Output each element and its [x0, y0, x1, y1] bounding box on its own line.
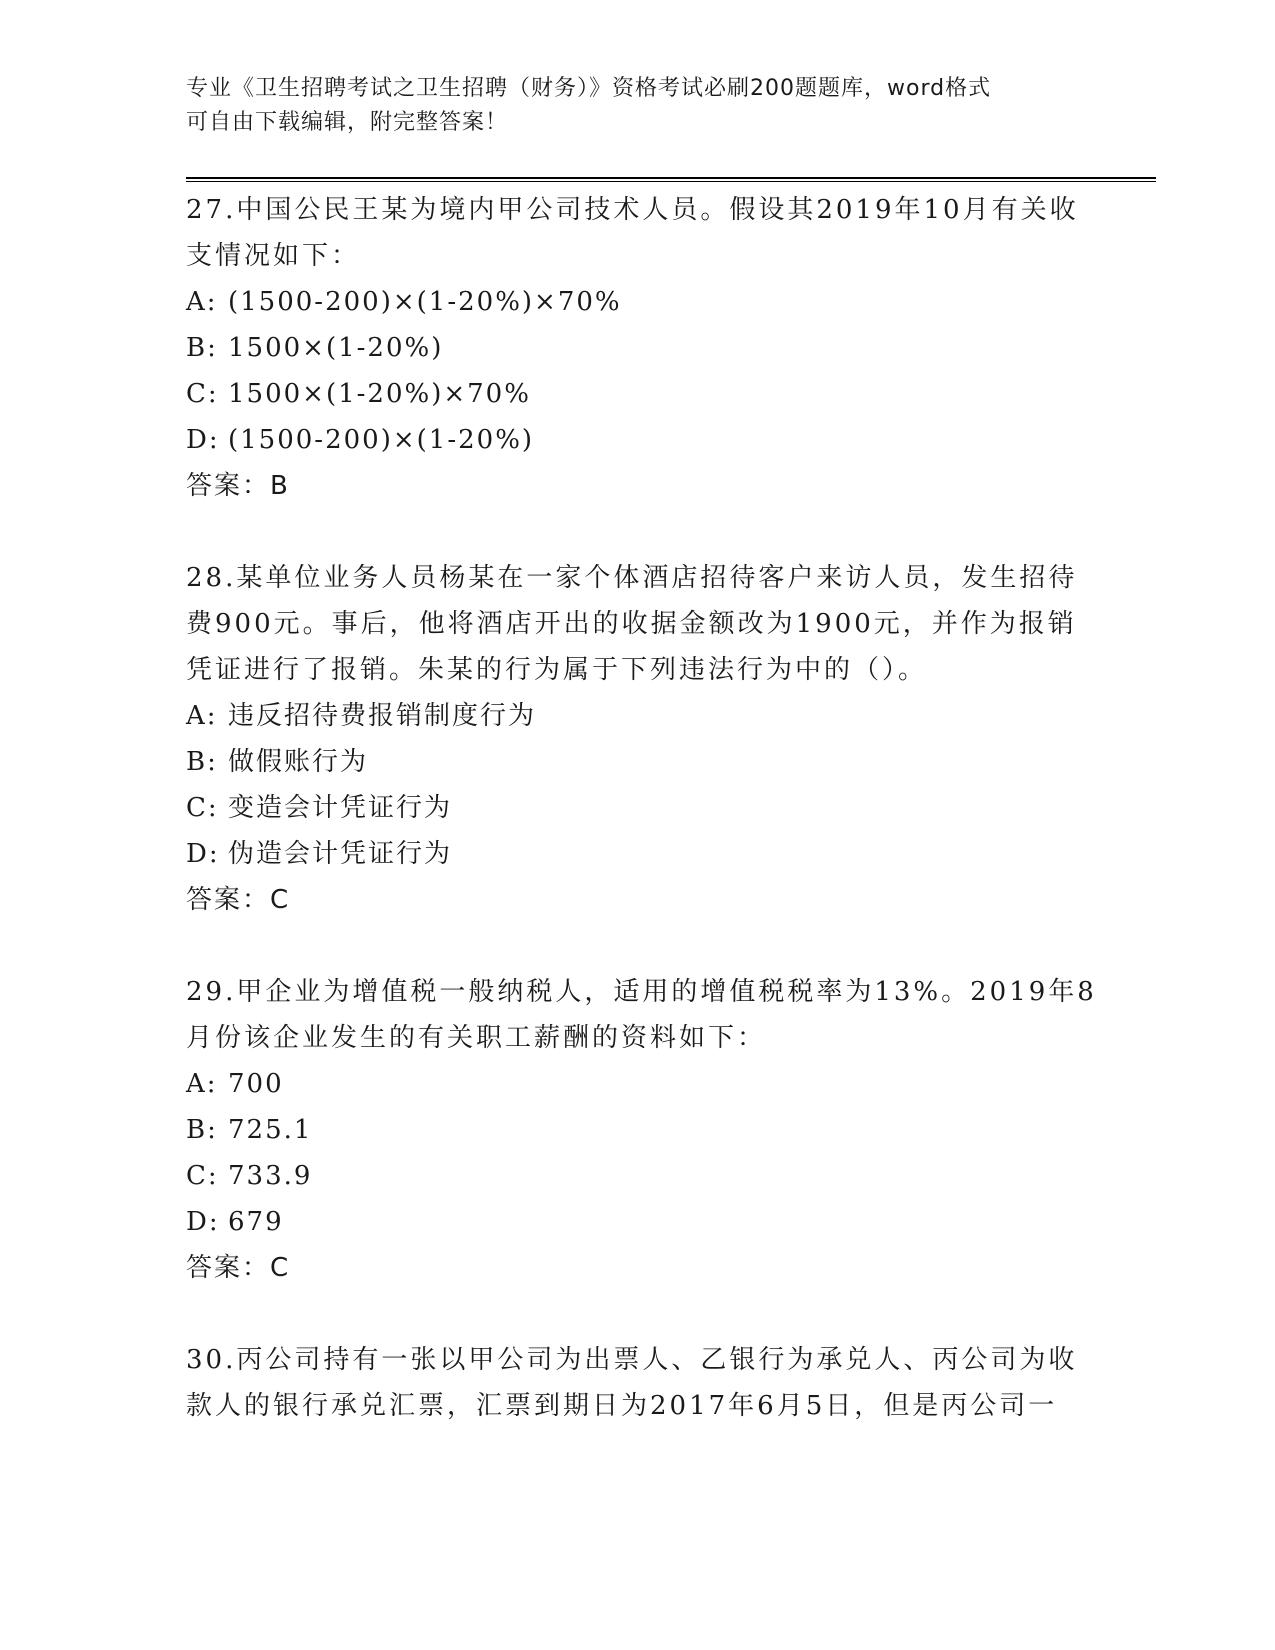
option-text: 1500×(1-20%)	[228, 333, 444, 363]
option-c	[186, 785, 1086, 831]
answer-line: 答案：C	[186, 885, 291, 915]
option-d	[186, 1199, 1086, 1245]
document-header	[186, 72, 1086, 140]
option-text: (1500-200)×(1-20%)×70%	[228, 287, 622, 317]
option-letter: A:	[186, 287, 218, 317]
option-letter: B:	[186, 333, 218, 363]
option-text: 725.1	[228, 1115, 313, 1145]
option-letter: B:	[186, 1115, 218, 1145]
option-d	[186, 831, 1086, 877]
option-text: 679	[228, 1207, 284, 1237]
option-a	[186, 279, 1086, 325]
option-letter: B:	[186, 747, 218, 777]
question-29	[186, 969, 1097, 1291]
answer-line: 答案：C	[186, 1253, 291, 1283]
question-30	[186, 1337, 1086, 1429]
question-text-line: 28.某单位业务人员杨某在一家个体酒店招待客户来访人员，发生招待	[186, 563, 1078, 593]
option-b	[186, 739, 1086, 785]
question-text-line: 27.中国公民王某为境内甲公司技术人员。假设其2019年10月有关收	[186, 195, 1079, 225]
option-b	[186, 325, 1086, 371]
header-line-1: 专业《卫生招聘考试之卫生招聘（财务）》资格考试必刷200题题库，word格式	[186, 76, 992, 101]
option-text: 733.9	[228, 1161, 313, 1191]
option-letter: D:	[186, 1207, 220, 1237]
header-divider	[186, 177, 1156, 182]
option-b	[186, 1107, 1086, 1153]
option-text: 700	[228, 1069, 284, 1099]
question-text-line: 30.丙公司持有一张以甲公司为出票人、乙银行为承兑人、丙公司为收	[186, 1345, 1078, 1375]
question-text-line: 凭证进行了报销。朱某的行为属于下列违法行为中的（）。	[186, 655, 928, 685]
question-text-line: 月份该企业发生的有关职工薪酬的资料如下：	[186, 1023, 767, 1053]
answer-line: 答案：B	[186, 471, 290, 501]
option-letter: D:	[186, 425, 220, 455]
option-text: 做假账行为	[228, 747, 369, 777]
option-text: 伪造会计凭证行为	[228, 839, 453, 869]
option-text: (1500-200)×(1-20%)	[228, 425, 535, 455]
question-text-line: 29.甲企业为增值税一般纳税人，适用的增值税税率为13%。2019年8	[186, 977, 1097, 1007]
question-28	[186, 555, 1086, 923]
option-letter: C:	[186, 1161, 219, 1191]
option-text: 变造会计凭证行为	[228, 793, 453, 823]
option-letter: A:	[186, 701, 218, 731]
option-c	[186, 1153, 1086, 1199]
question-text-line: 费900元。事后，他将酒店开出的收据金额改为1900元，并作为报销	[186, 609, 1077, 639]
option-d	[186, 417, 1086, 463]
option-letter: A:	[186, 1069, 218, 1099]
option-letter: C:	[186, 379, 219, 409]
option-a	[186, 693, 1086, 739]
option-letter: C:	[186, 793, 219, 823]
question-list	[186, 187, 1097, 1475]
option-letter: D:	[186, 839, 220, 869]
option-text: 违反招待费报销制度行为	[228, 701, 537, 731]
option-text: 1500×(1-20%)×70%	[228, 379, 531, 409]
option-a	[186, 1061, 1086, 1107]
question-27	[186, 187, 1086, 509]
header-line-2: 可自由下载编辑，附完整答案！	[186, 110, 509, 135]
option-c	[186, 371, 1086, 417]
question-text-line: 支情况如下：	[186, 241, 361, 271]
question-text-line: 款人的银行承兑汇票，汇票到期日为2017年6月5日，但是丙公司一	[186, 1391, 1058, 1421]
